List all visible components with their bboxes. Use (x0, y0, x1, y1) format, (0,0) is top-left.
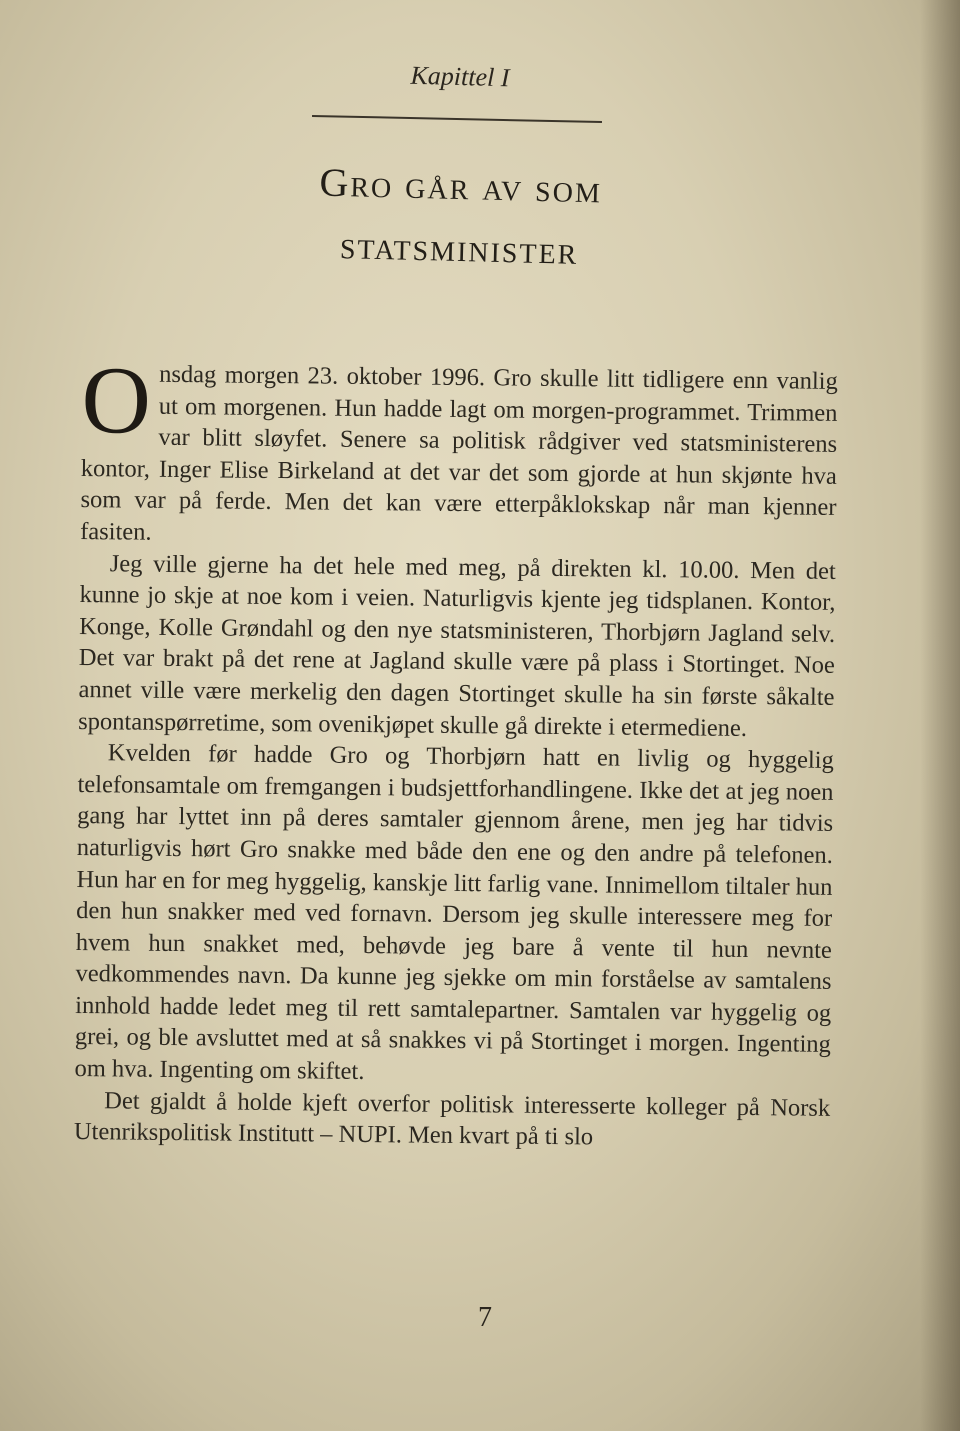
chapter-divider (312, 115, 602, 123)
chapter-title-line-1: Gro går av som (319, 159, 603, 212)
chapter-label: Kapittel I (410, 60, 510, 93)
paragraph-1 (80, 346, 838, 555)
paragraph-2: Jeg ville gjerne ha det hele med meg, på direkten kl. 10.00. Men det kunne jo skje at noe kom i veien. Naturligvis kjente jeg tidsplanen. Kontor, Konge, Kolle Grøndahl og den nye statsministeren, Thorbjørn Jagland selv. Det var brakt på det rene at Jagland skulle være på plass i Stortinget. Noe annet ville være merkelig den dagen Stortinget skulle ha sin første såkalte spontanspørretime, som ovenikjøpet skulle gå direkte i etermediene. (78, 549, 836, 742)
paragraph-1-text: nsdag morgen 23. oktober 1996. Gro skulle litt tidligere enn vanlig ut om morgenen. Hun hadde lagt om morgen-programmet. Trimmen var blitt sløyfet. Senere sa politisk rådgiver ved statsministerens kontor, Inger Elise Birkeland at det var det som gjorde at hun skjønte hva som var på ferde. Men det kan være etterpåklokskap når man kjenner fasiten. (80, 360, 838, 546)
page-number: 7 (478, 1302, 492, 1333)
paragraph-4: Det gjaldt å holde kjeft overfor politisk interesserte kolleger på Norsk Utenrikspolitisk Institutt – NUPI. Men kvart på ti slo (73, 1086, 831, 1151)
chapter-title-line-2: statsminister (339, 222, 579, 273)
paragraph-3: Kvelden før hadde Gro og Thorbjørn hatt en livlig og hyggelig telefonsamtale om fremgangen i budsjettforhandlingene. Ikke det at jeg noen gang har lyttet inn på deres samtaler gjennom årene, men jeg har tidvis naturligvis hørt Gro snakke med både den ene og den andre på telefonen. Hun har en for meg hyggelig, kanskje litt farlig vane. Innimellom tiltaler hun den hun snakker med ved fornavn. Dersom jeg skulle interessere meg for hvem hun snakket med, behøvde jeg bare å vente til hun nevnte vedkommendes navn. Da kunne jeg sjekke om min forståelse av samtalens innhold hadde ledet meg til rett samtalepartner. Samtalen var hyggelig og grei, og ble avsluttet med at så snakkes vi på Stortinget i morgen. Ingenting om hva. Ingenting om skiftet. (74, 739, 834, 1086)
drop-cap: O (81, 346, 152, 454)
body-text (73, 346, 838, 1156)
chapter-title (199, 149, 722, 286)
